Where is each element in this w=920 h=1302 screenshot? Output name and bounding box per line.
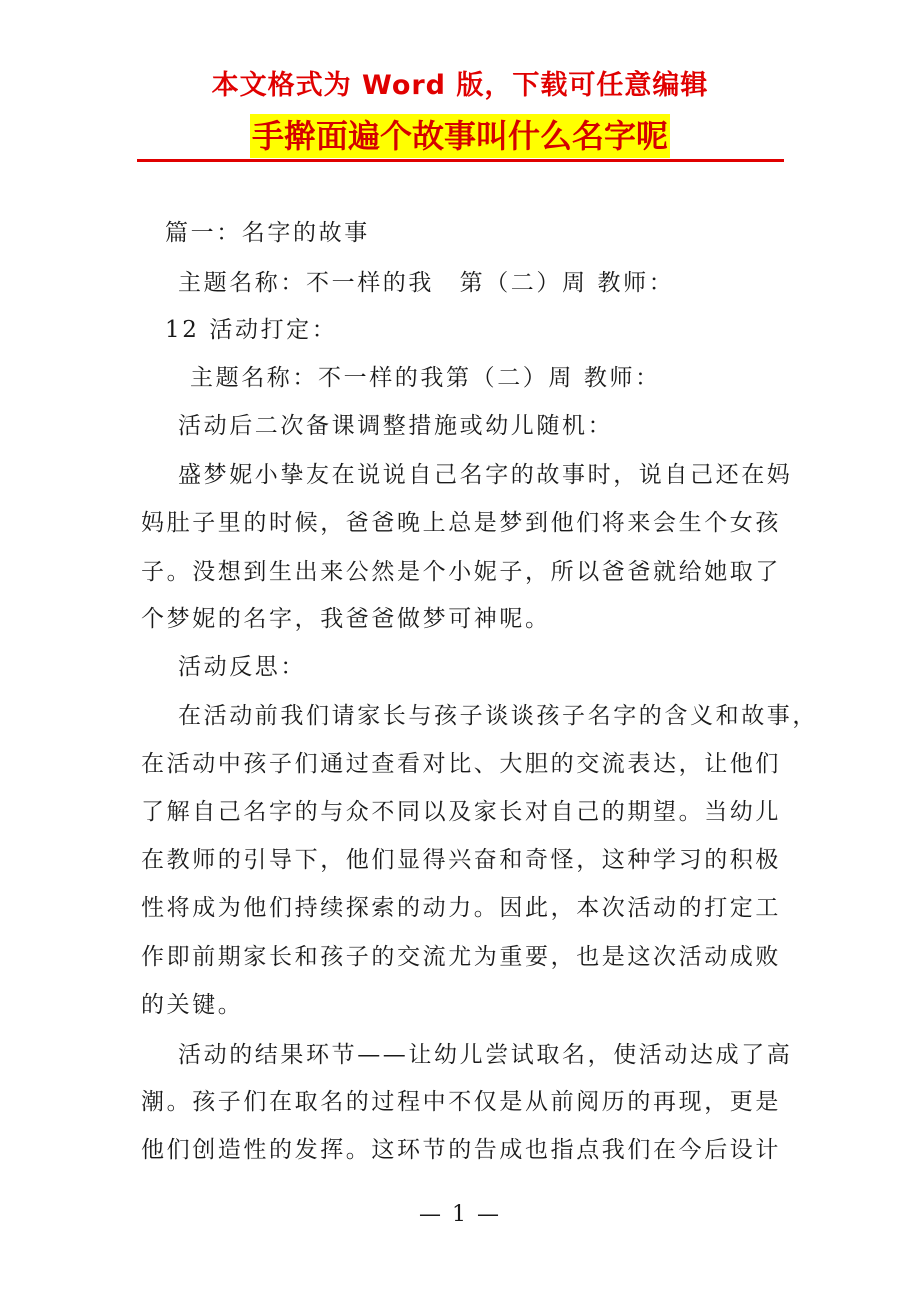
body-line: 在活动前我们请家长与孩子谈谈孩子名字的含义和故事，: [178, 703, 818, 729]
body-line: 妈肚子里的时候，爸爸晚上总是梦到他们将来会生个女孩: [141, 510, 781, 536]
body-line: 潮。孩子们在取名的过程中不仅是从前阅历的再现，更是: [141, 1089, 781, 1115]
body-line: 篇一：名字的故事: [165, 220, 370, 246]
body-line: 子。没想到生出来公然是个小妮子，所以爸爸就给她取了: [141, 559, 781, 585]
body-line: 的关键。: [141, 992, 244, 1018]
document-title: 手擀面遍个故事叫什么名字呢: [250, 114, 670, 158]
body-line: 在活动中孩子们通过查看对比、大胆的交流表达，让他们: [141, 751, 781, 777]
body-line: 了解自己名字的与众不同以及家长对自己的期望。当幼儿: [141, 799, 781, 825]
page-number: — 1 —: [419, 1202, 501, 1227]
body-line: 他们创造性的发挥。这环节的告成也指点我们在今后设计: [141, 1137, 781, 1163]
title-divider: [137, 159, 784, 162]
body-line: 活动后二次备课调整措施或幼儿随机：: [178, 413, 614, 439]
format-notice: 本文格式为 Word 版，下载可任意编辑: [211, 70, 709, 101]
title-wrapper: [0, 114, 920, 158]
body-line: 作即前期家长和孩子的交流尤为重要，也是这次活动成败: [141, 944, 781, 970]
body-line: 个梦妮的名字，我爸爸做梦可神呢。: [141, 606, 551, 632]
body-line: 在教师的引导下，他们显得兴奋和奇怪，这种学习的积极: [141, 847, 781, 873]
body-line: 主题名称：不一样的我第（二）周 教师：: [190, 365, 661, 391]
body-line: 主题名称：不一样的我 第（二）周 教师：: [178, 270, 675, 296]
body-line: 盛梦妮小挚友在说说自己名字的故事时，说自己还在妈: [178, 462, 793, 488]
body-line: 活动反思：: [178, 654, 306, 680]
body-line: 12 活动打定：: [165, 317, 338, 343]
body-line: 活动的结果环节——让幼儿尝试取名，使活动达成了高: [178, 1042, 793, 1068]
body-line: 性将成为他们持续探索的动力。因此，本次活动的打定工: [141, 895, 781, 921]
